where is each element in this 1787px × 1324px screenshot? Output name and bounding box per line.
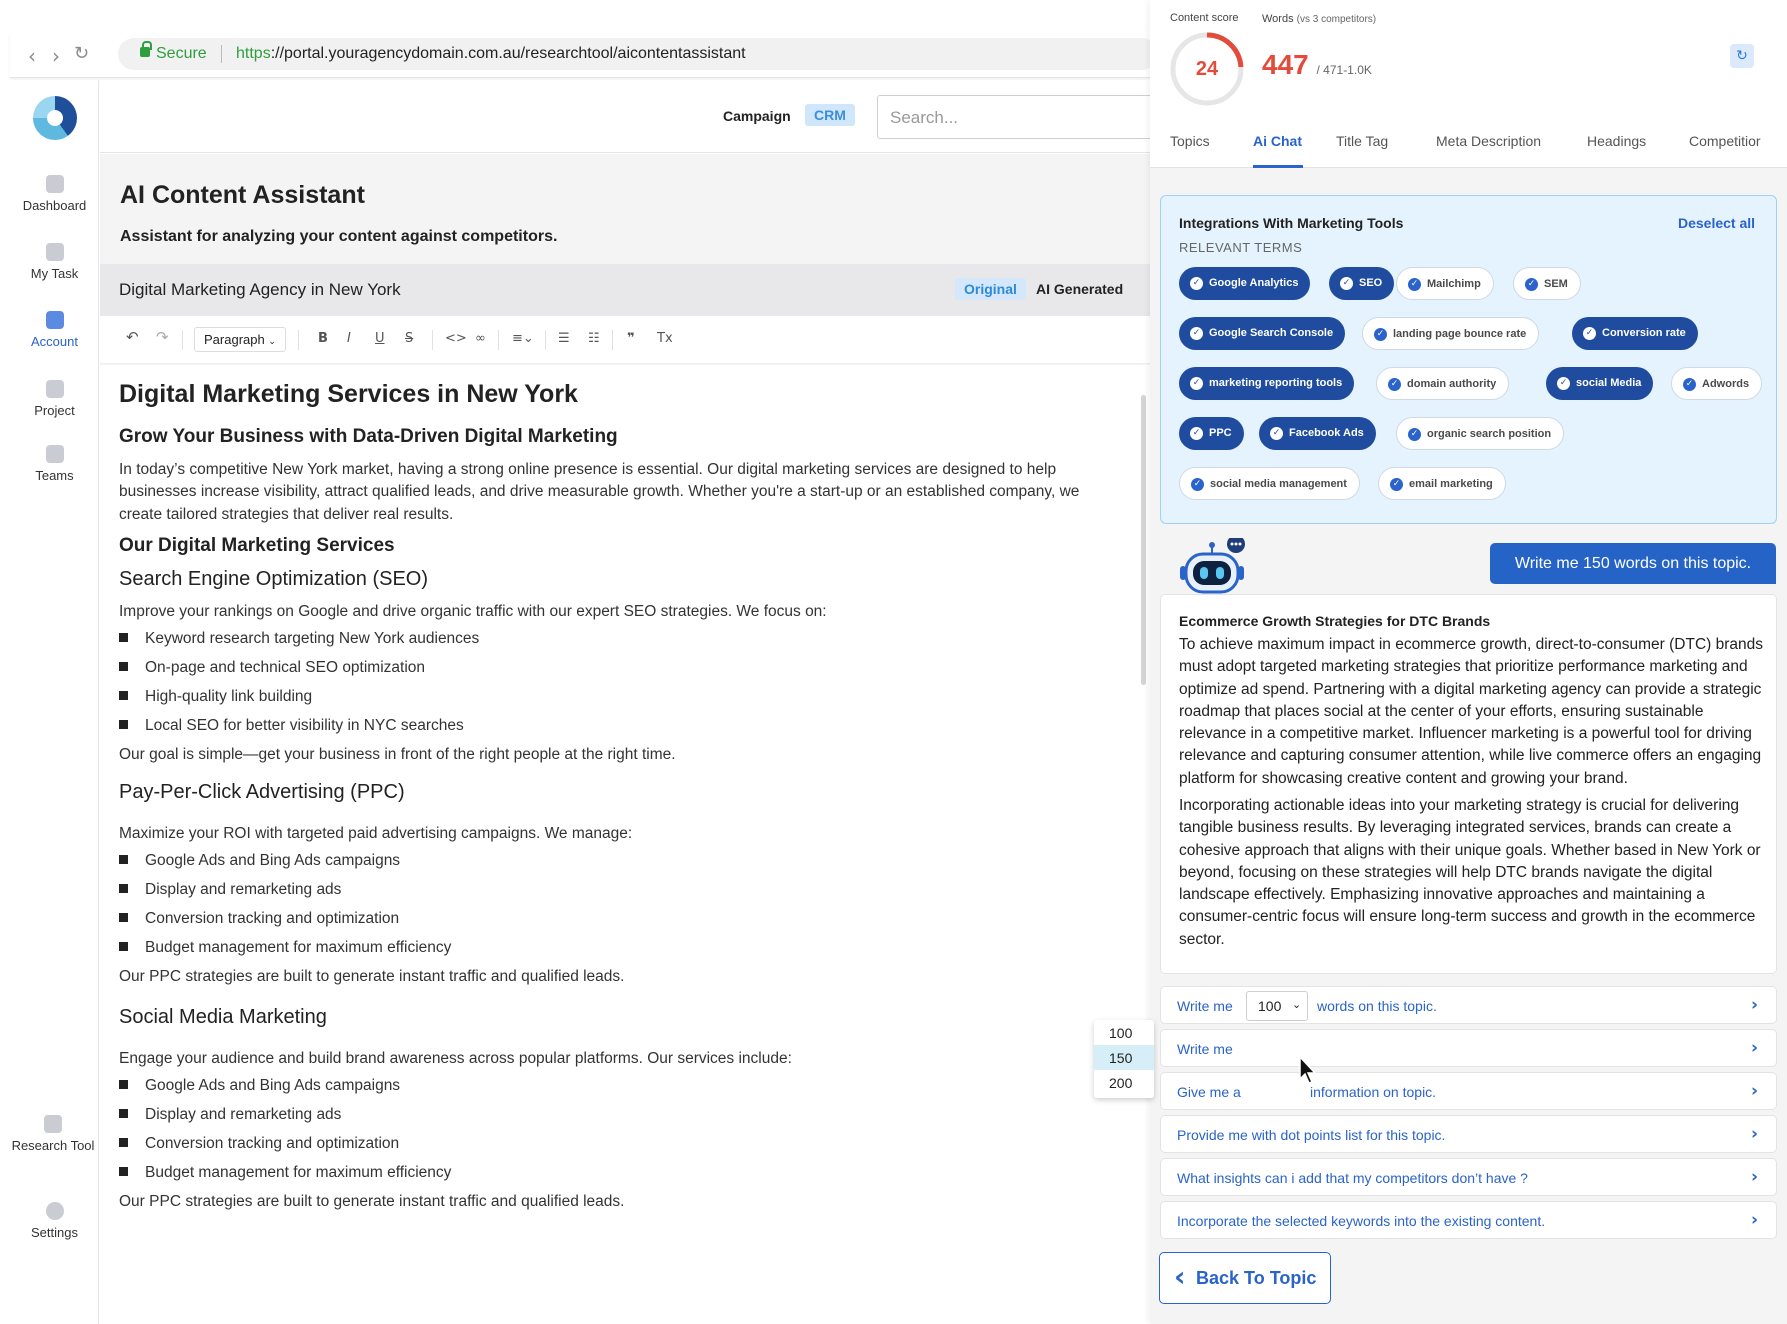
sidebar-item-settings[interactable] (10, 1202, 99, 1240)
paragraph-select-value: Paragraph (204, 332, 265, 347)
deselect-all-link[interactable]: Deselect all (1678, 215, 1756, 231)
document-name: Digital Marketing Agency in New York (119, 280, 401, 299)
main-area (100, 154, 1150, 1324)
doc-smm-paragraph: Engage your audience and build brand awareness across popular platforms. Our services include: (119, 1050, 792, 1067)
app-logo[interactable] (33, 96, 77, 140)
words-label-sub: (vs 3 competitors) (1296, 14, 1377, 25)
chip-social-media-management[interactable]: ✓ social media management (1179, 467, 1360, 500)
suggestion-prefix: Give me a (1177, 1084, 1241, 1100)
chevron-right-icon[interactable]: › (1751, 1124, 1759, 1144)
chevron-right-icon[interactable]: › (1751, 1210, 1759, 1230)
redo-icon[interactable]: ↷ (156, 328, 169, 346)
sidebar-item-teams[interactable] (10, 445, 99, 483)
campaign-label[interactable]: Campaign (723, 108, 791, 124)
numbered-list-icon[interactable]: ☷ (588, 331, 600, 346)
list-item: Conversion tracking and optimization (119, 1135, 399, 1153)
active-tab-underline (1253, 165, 1303, 168)
ai-answer-card (1160, 594, 1777, 974)
secure-label: Secure (156, 45, 207, 62)
words-value: 447 (1262, 49, 1309, 80)
sidebar-item-label: Research Tool (11, 1138, 95, 1153)
score-header (1150, 0, 1787, 113)
chevron-right-icon[interactable]: › (1751, 1167, 1759, 1187)
sidebar-item-label: Settings (31, 1225, 78, 1240)
align-icon[interactable]: ≡⌄ (512, 331, 534, 346)
suggestion-text: Provide me with dot points list for this topic. (1177, 1127, 1446, 1143)
editor-toolbar (100, 316, 1150, 364)
doc-heading-grow: Grow Your Business with Data-Driven Digital Marketing (119, 426, 618, 447)
suggestion-suffix: words on this topic. (1317, 998, 1437, 1014)
relevant-terms-label: RELEVANT TERMS (1179, 240, 1303, 255)
panel-tabs (1150, 113, 1787, 168)
tab-headings[interactable]: Headings (1587, 133, 1647, 149)
back-to-topic-button[interactable]: ‹ Back To Topic (1159, 1252, 1331, 1304)
chevron-down-icon: ⌄ (268, 337, 276, 347)
suggestion-suffix: information on topic. (1310, 1084, 1437, 1100)
editor-scrollbar[interactable] (1141, 395, 1146, 685)
chip-organic-search-position[interactable]: ✓ organic search position (1396, 417, 1564, 450)
chip-sem[interactable]: ✓ SEM (1513, 267, 1581, 300)
list-item: Display and remarketing ads (119, 881, 341, 899)
tab-topics[interactable]: Topics (1170, 133, 1210, 149)
chip-google-search-console[interactable]: ✓ Google Search Console (1179, 317, 1345, 350)
suggestion-insights[interactable] (1160, 1158, 1777, 1196)
toolbar-divider (432, 330, 433, 350)
chevron-down-icon: ⌄ (1292, 998, 1302, 1011)
paragraph-select[interactable] (194, 327, 286, 352)
sidebar-item-label: Account (31, 334, 78, 349)
chip-mailchimp[interactable]: ✓ Mailchimp (1396, 267, 1494, 300)
word-option-100[interactable]: 100 (1109, 1025, 1133, 1041)
page-title: AI Content Assistant (120, 181, 365, 209)
bold-icon[interactable]: B (318, 331, 328, 346)
link-icon[interactable]: ∞ (475, 331, 486, 346)
answer-paragraph-1: To achieve maximum impact in ecommerce growth, direct-to-consumer (DTC) brands must adopt targeted marketing strategies that prioritize performance marketing and optimize ad spend. Partnering with a digital marketing agency can provide a strategic roadmap that places social at the center of your efforts, ensuring sustainable relevance in a competitive market. Influencer marketing is a powerful tool for driving relevance and capturing consumer attention, while live commerce offers an engaging platform for showcasing creative content and growing your brand. (1179, 636, 1764, 787)
undo-icon[interactable]: ↶ (126, 328, 139, 346)
chip-email-marketing[interactable]: ✓ email marketing (1378, 467, 1506, 500)
chip-landing-page-bounce-rate[interactable]: ✓ landing page bounce rate (1362, 317, 1539, 350)
list-item: Display and remarketing ads (119, 1106, 341, 1124)
toolbar-divider (298, 330, 299, 350)
reload-icon[interactable]: ↻ (74, 43, 90, 64)
toggle-original[interactable]: Original (955, 278, 1026, 300)
chevron-right-icon[interactable]: › (1751, 1081, 1759, 1101)
word-option-200[interactable]: 200 (1109, 1075, 1133, 1091)
dashboard-icon (46, 175, 64, 193)
content-score-value: 24 (1195, 58, 1219, 80)
chip-seo[interactable]: ✓ SEO (1329, 267, 1394, 300)
suggestion-prefix: Write me (1177, 998, 1233, 1014)
chip-conversion-rate[interactable]: ✓ Conversion rate (1572, 317, 1698, 350)
bullet-list-icon[interactable]: ☰ (558, 331, 570, 346)
mouse-cursor-icon (1298, 1055, 1318, 1085)
suggestion-prefix: Write me (1177, 1041, 1233, 1057)
project-icon (46, 380, 64, 398)
list-item: Keyword research targeting New York audiences (119, 630, 479, 648)
word-count-dropdown (1094, 1020, 1154, 1098)
toolbar-divider (498, 330, 499, 350)
search-input[interactable]: Search... (877, 95, 1167, 139)
back-arrow-icon[interactable]: ‹ (28, 44, 36, 68)
suggestion-give-info[interactable] (1160, 1072, 1777, 1110)
crm-badge[interactable]: CRM (805, 104, 855, 126)
chip-domain-authority[interactable]: ✓ domain authority (1376, 367, 1509, 400)
suggestion-write-2[interactable] (1160, 1029, 1777, 1067)
url-scheme: https (236, 45, 271, 62)
content-score-gauge (1170, 32, 1244, 111)
page-subtitle: Assistant for analyzing your content against competitors. (120, 228, 558, 245)
chip-adwords[interactable]: ✓ Adwords (1671, 367, 1762, 400)
editor-content[interactable] (100, 365, 1150, 1324)
doc-smm-end: Our PPC strategies are built to generate instant traffic and qualified leads. (119, 1193, 625, 1210)
address-bar[interactable] (118, 38, 1158, 70)
tab-competitior[interactable]: Competitior (1689, 133, 1761, 149)
user-message-bubble: Write me 150 words on this topic. (1490, 543, 1776, 584)
tab-meta-description[interactable]: Meta Description (1436, 133, 1542, 149)
words-count (1262, 49, 1372, 81)
content-score-label: Content score (1170, 12, 1239, 24)
lock-icon (140, 47, 150, 57)
doc-ppc-end: Our PPC strategies are built to generate instant traffic and qualified leads. (119, 968, 625, 985)
sidebar-item-research-tool[interactable] (10, 1115, 96, 1154)
strikethrough-icon[interactable]: S (405, 331, 414, 346)
list-item: Local SEO for better visibility in NYC searches (119, 717, 464, 735)
refresh-icon[interactable]: ↻ (1730, 44, 1754, 68)
suggestion-incorporate-keywords[interactable] (1160, 1201, 1777, 1239)
teams-icon (46, 445, 64, 463)
sidebar-item-account[interactable] (10, 311, 99, 349)
doc-intro-paragraph: In today’s competitive New York market, having a strong online presence is essential. Our digital marketing services are designed to help businesses increase visibility, attract qualified leads, and drive measurable growth. Whether you're a start-up or an established company, we create tailored strategies that deliver real results. (119, 461, 1080, 523)
research-icon (44, 1115, 62, 1133)
chip-google-analytics[interactable]: ✓ Google Analytics (1179, 267, 1310, 300)
chevron-right-icon[interactable]: › (1751, 1038, 1759, 1058)
sidebar-item-label: Project (34, 403, 75, 418)
doc-heading-smm: Social Media Marketing (119, 1006, 327, 1028)
url-text[interactable] (236, 45, 746, 63)
browser-bar (10, 32, 1150, 78)
word-count-select[interactable] (1246, 991, 1308, 1021)
suggestion-dot-points[interactable] (1160, 1115, 1777, 1153)
toolbar-divider (182, 330, 183, 350)
url-rest: ://portal.youragencydomain.com.au/researchtool/aicontentassistant (270, 45, 746, 62)
robot-avatar-icon (1178, 538, 1248, 598)
tab-title-tag[interactable]: Title Tag (1336, 133, 1389, 149)
toolbar-divider (612, 330, 613, 350)
sidebar-item-dashboard[interactable] (10, 175, 99, 213)
list-item: Google Ads and Bing Ads campaigns (119, 1077, 400, 1095)
clear-format-icon[interactable]: Tx (657, 331, 673, 346)
quote-icon[interactable]: ❞ (627, 331, 635, 346)
words-range: / 471-1.0K (1316, 63, 1372, 77)
account-icon (46, 311, 64, 329)
doc-heading-ppc: Pay-Per-Click Advertising (PPC) (119, 781, 405, 803)
chip-ppc[interactable]: ✓ PPC (1179, 417, 1244, 450)
word-count-value: 100 (1258, 998, 1282, 1014)
doc-seo-paragraph: Improve your rankings on Google and drive organic traffic with our expert SEO strategies. We focus on: (119, 603, 827, 620)
doc-seo-goal: Our goal is simple—get your business in front of the right people at the right time. (119, 746, 676, 763)
toolbar-divider (545, 330, 546, 350)
underline-icon[interactable]: U (375, 331, 385, 346)
sidebar-item-label: Teams (35, 468, 74, 483)
top-header (100, 80, 1150, 153)
doc-heading-services: Our Digital Marketing Services (119, 535, 395, 556)
suggestion-text: Incorporate the selected keywords into the existing content. (1177, 1213, 1546, 1229)
code-icon[interactable]: <> (445, 331, 467, 346)
list-item: Budget management for maximum efficiency (119, 939, 451, 957)
italic-icon[interactable]: I (347, 331, 351, 346)
suggestion-text: What insights can i add that my competitors don’t have ? (1177, 1170, 1528, 1186)
words-label-text: Words (1262, 13, 1294, 25)
sidebar-item-label: Dashboard (22, 198, 87, 213)
chevron-right-icon[interactable]: › (1751, 995, 1759, 1015)
suggestion-write-words[interactable] (1160, 986, 1777, 1024)
ai-assistant-panel (1150, 0, 1787, 1324)
sidebar-item-my-task[interactable] (10, 243, 99, 281)
toggle-ai-generated[interactable]: AI Generated (1036, 281, 1124, 297)
doc-heading-seo: Search Engine Optimization (SEO) (119, 568, 429, 590)
chip-facebook-ads[interactable]: ✓ Facebook Ads (1259, 417, 1376, 450)
tab-ai-chat[interactable]: Ai Chat (1253, 133, 1302, 149)
doc-heading-1: Digital Marketing Services in New York (119, 380, 578, 408)
integrations-title: Integrations With Marketing Tools (1179, 215, 1404, 231)
forward-arrow-icon[interactable]: › (52, 44, 60, 68)
sidebar (10, 80, 99, 1324)
chip-marketing-reporting-tools[interactable]: ✓ marketing reporting tools (1179, 367, 1354, 400)
doc-ppc-paragraph: Maximize your ROI with targeted paid advertising campaigns. We manage: (119, 825, 633, 842)
answer-title: Ecommerce Growth Strategies for DTC Brands (1179, 613, 1491, 629)
task-icon (46, 243, 64, 261)
list-item: On-page and technical SEO optimization (119, 659, 425, 677)
integrations-box (1160, 195, 1777, 524)
word-option-150[interactable]: 150 (1094, 1045, 1154, 1070)
answer-paragraph-2: Incorporating actionable ideas into your marketing strategy is crucial for delivering tangible business results. By leveraging integrated services, brands can create a cohesive approach that aligns with their unique goals. Whether based in New York or beyond, focusing on these strategies will help DTC brands navigate the digital landscape effectively. Emphasizing innovative approaches and maintaining a consumer-centric focus will ensure long-term success and growth in the ecommerce sector. (1179, 797, 1761, 948)
settings-icon (46, 1202, 64, 1220)
url-separator (221, 45, 222, 63)
list-item: Google Ads and Bing Ads campaigns (119, 852, 400, 870)
sidebar-item-project[interactable] (10, 380, 99, 418)
words-label (1262, 13, 1376, 25)
list-item: Budget management for maximum efficiency (119, 1164, 451, 1182)
list-item: Conversion tracking and optimization (119, 910, 399, 928)
sidebar-item-label: My Task (30, 266, 79, 281)
chip-social-media[interactable]: ✓ social Media (1546, 367, 1653, 400)
list-item: High-quality link building (119, 688, 312, 706)
document-bar (100, 264, 1150, 316)
